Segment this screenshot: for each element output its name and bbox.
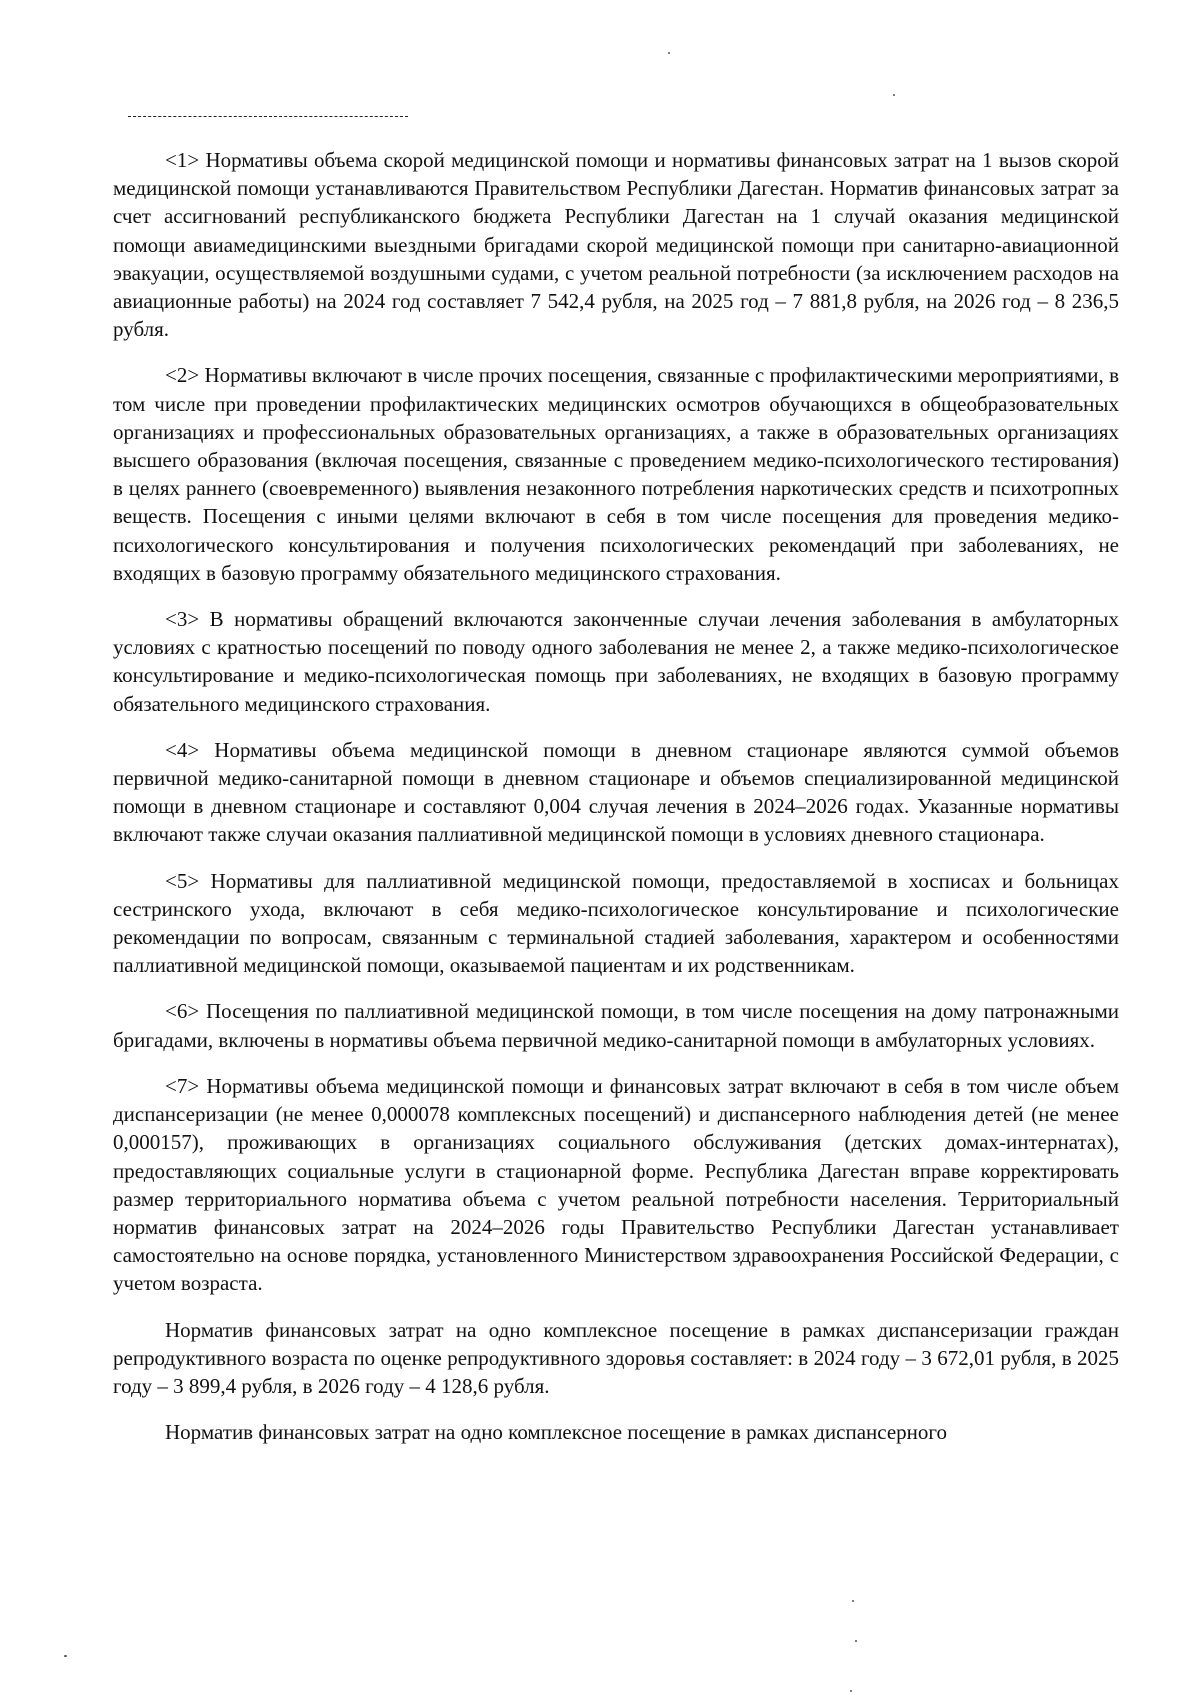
footnote-3: <3> В нормативы обращений включаются законченные случаи лечения заболевания в амбулаторных условиях с кратностью посещений по поводу одного заболевания не менее 2, а также медико-психологическое консультирование и медико-психологическая помощь при заболеваниях, не входящих в базовую программу обязательного медицинского страхования. (113, 607, 1119, 716)
scan-speck (668, 52, 670, 54)
dispensary-observation-norm: Норматив финансовых затрат на одно комплексное посещение в рамках диспансерного (165, 1420, 948, 1445)
footnote-7: <7> Нормативы объема медицинской помощи и финансовых затрат включают в себя в том числе объем диспансеризации (не менее 0,000078 комплексных посещений) и диспансерного наблюдения детей (не менее 0,000157), проживающих в организациях социального обслуживания (детских домах-интернатах), предоставляющих социальные услуги в стационарной форме. Республика Дагестан вправе корректировать размер территориального норматива объема с учетом реальной потребности населения. Территориальный норматив финансовых затрат на 2024–2026 годы Правительство Республики Дагестан устанавливает самостоятельно на основе порядка, установленного Министерством здравоохранения Российской Федерации, с учетом возраста. (113, 1073, 1119, 1296)
footnotes-body (113, 146, 1119, 1446)
footnote-2: <2> Нормативы включают в числе прочих посещения, связанные с профилактическими мероприятиями, в том числе при проведении профилактических медицинских осмотров обучающихся в общеобразовательных организациях и профессиональных образовательных организациях, а также в образовательных организациях высшего образования (включая посещения, связанные с проведением медико-психологического тестирования) в целях раннего (своевременного) выявления незаконного потребления наркотических средств и психотропных веществ. Посещения с иными целями включают в себя в том числе посещения для проведения медико-психологического консультирования и получения психологических рекомендаций при заболеваниях, не входящих в базовую программу обязательного медицинского страхования. (113, 363, 1119, 585)
footnote-1: <1> Нормативы объема скорой медицинской помощи и нормативы финансовых затрат на 1 вызов скорой медицинской помощи устанавливаются Правительством Республики Дагестан. Норматив финансовых затрат за счет ассигнований республиканского бюджета Республики Дагестан на 1 случай оказания медицинской помощи авиамедицинскими выездными бригадами скорой медицинской помощи при санитарно-авиационной эвакуации, осуществляемой воздушными судами, с учетом реальной потребности (за исключением расходов на авиационные работы) на 2024 год составляет 7 542,4 рубля, на 2025 год – 7 881,8 рубля, на 2026 год – 8 236,5 рубля. (113, 148, 1119, 342)
scan-speck (893, 94, 895, 96)
footnote-separator (128, 116, 408, 117)
reproductive-checkup-norm: Норматив финансовых затрат на одно комплексное посещение в рамках диспансеризации граждан репродуктивного возраста по оценке репродуктивного здоровья составляет: в 2024 году – 3 672,01 рубля, в 2025 году – 3 899,4 рубля, в 2026 году – 4 128,6 рубля. (113, 1317, 1119, 1398)
scan-speck (850, 1690, 852, 1692)
scan-speck (852, 1600, 854, 1602)
footnote-4: <4> Нормативы объема медицинской помощи в дневном стационаре являются суммой объемов первичной медико-санитарной помощи в дневном стационаре и объемов специализированной медицинской помощи в дневном стационаре и составляют 0,004 случая лечения в 2024–2026 годах. Указанные нормативы включают также случаи оказания паллиативной медицинской помощи в условиях дневного стационара. (113, 737, 1119, 847)
footnote-5: <5> Нормативы для паллиативной медицинской помощи, предоставляемой в хосписах и больницах сестринского ухода, включают в себя медико-психологическое консультирование и психологические рекомендации по вопросам, связанным с терминальной стадией заболевания, характером и особенностями паллиативной медицинской помощи, оказываемой пациентам и их родственникам. (113, 868, 1119, 978)
footnote-6: <6> Посещения по паллиативной медицинской помощи, в том числе посещения на дому патронажными бригадами, включены в нормативы объема первичной медико-санитарной помощи в амбулаторных условиях. (113, 999, 1119, 1052)
scan-speck (64, 1655, 67, 1657)
scan-speck (855, 1640, 857, 1642)
